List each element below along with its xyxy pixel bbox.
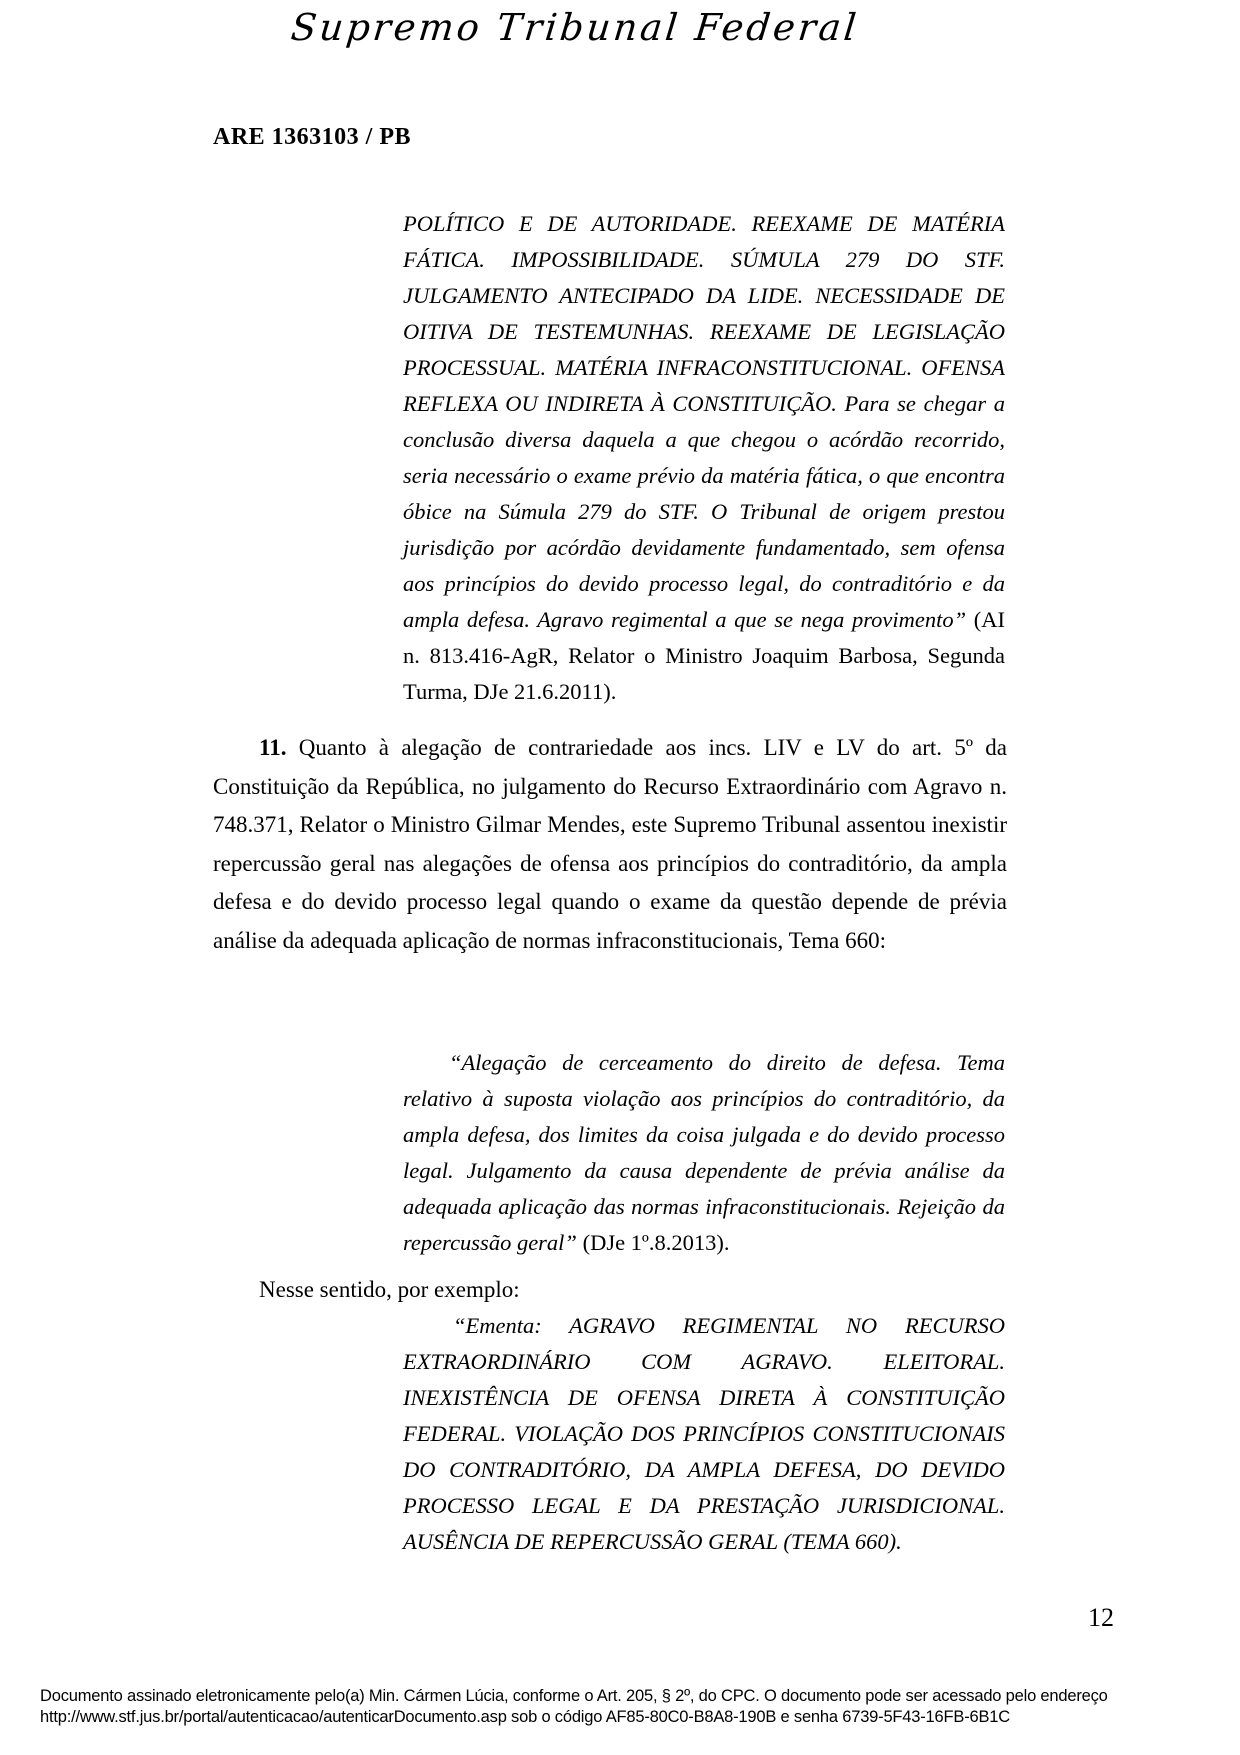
paragraph-11-number: 11.	[259, 735, 287, 760]
quote-1-italic-text: POLÍTICO E DE AUTORIDADE. REEXAME DE MATÉRIA FÁTICA. IMPOSSIBILIDADE. SÚMULA 279 DO STF. JULGAMENTO ANTECIPADO DA LIDE. NECESSIDADE DE OITIVA DE TESTEMUNHAS. REEXAME DE LEGISLAÇÃO PROCESSUAL. MATÉRIA INFRACONSTITUCIONAL. OFENSA REFLEXA OU INDIRETA À CONSTITUIÇÃO. Para se chegar a conclusão diversa daquela a que chegou o acórdão recorrido, seria necessário o exame prévio da matéria fática, o que encontra óbice na Súmula 279 do STF. O Tribunal de origem prestou jurisdição por acórdão devidamente fundamentado, sem ofensa aos princípios do devido processo legal, do contraditório e da ampla defesa. Agravo regimental a que se nega provimento”	[403, 211, 1005, 632]
letterhead-script: Supremo Tribunal Federal	[288, 6, 861, 49]
quote-block-3	[403, 1308, 1005, 1560]
page-number: 12	[1088, 1603, 1114, 1632]
quote-1-citation: (AI n. 813.416-AgR, Relator o Ministro Joaquim Barbosa, Segunda Turma, DJe 21.6.2011).	[403, 607, 1005, 704]
case-number: ARE 1363103 / PB	[213, 124, 412, 150]
quote-block-2	[403, 1045, 1005, 1261]
lead-in-sentence: Nesse sentido, por exemplo:	[259, 1277, 520, 1302]
quote-2-citation: (DJe 1º.8.2013).	[576, 1230, 730, 1255]
paragraph-11	[213, 729, 1007, 960]
quote-2-italic-text: “Alegação de cerceamento do direito de defesa. Tema relativo à suposta violação aos princípios do contraditório, da ampla defesa, dos limites da coisa julgada e do devido processo legal. Julgamento da causa dependente de prévia análise da adequada aplicação das normas infraconstitucionais. Rejeição da repercussão geral”	[403, 1050, 1005, 1255]
footer-line-2: http://www.stf.jus.br/portal/autenticacao/autenticarDocumento.asp sob o código AF85-80C0-B8A8-190B e senha 6739-5F43-16FB-6B1C	[40, 1708, 1010, 1726]
quote-3-italic-text: “Ementa: AGRAVO REGIMENTAL NO RECURSO EXTRAORDINÁRIO COM AGRAVO. ELEITORAL. INEXISTÊNCIA DE OFENSA DIRETA À CONSTITUIÇÃO FEDERAL. VIOLAÇÃO DOS PRINCÍPIOS CONSTITUCIONAIS DO CONTRADITÓRIO, DA AMPLA DEFESA, DO DEVIDO PROCESSO LEGAL E DA PRESTAÇÃO JURISDICIONAL. AUSÊNCIA DE REPERCUSSÃO GERAL (TEMA 660).	[403, 1313, 1005, 1554]
quote-block-1	[403, 206, 1005, 710]
paragraph-11-text: Quanto à alegação de contrariedade aos incs. LIV e LV do art. 5º da Constituição da República, no julgamento do Recurso Extraordinário com Agravo n. 748.371, Relator o Ministro Gilmar Mendes, este Supremo Tribunal assentou inexistir repercussão geral nas alegações de ofensa aos princípios do contraditório, da ampla defesa e do devido processo legal quando o exame da questão depende de prévia análise da adequada aplicação de normas infraconstitucionais, Tema 660:	[213, 735, 1007, 953]
footer-line-1: Documento assinado eletronicamente pelo(a) Min. Cármen Lúcia, conforme o Art. 205, § 2º, do CPC. O documento pode ser acessado pelo endereço	[40, 1687, 1108, 1705]
signature-footer	[40, 1686, 1235, 1728]
